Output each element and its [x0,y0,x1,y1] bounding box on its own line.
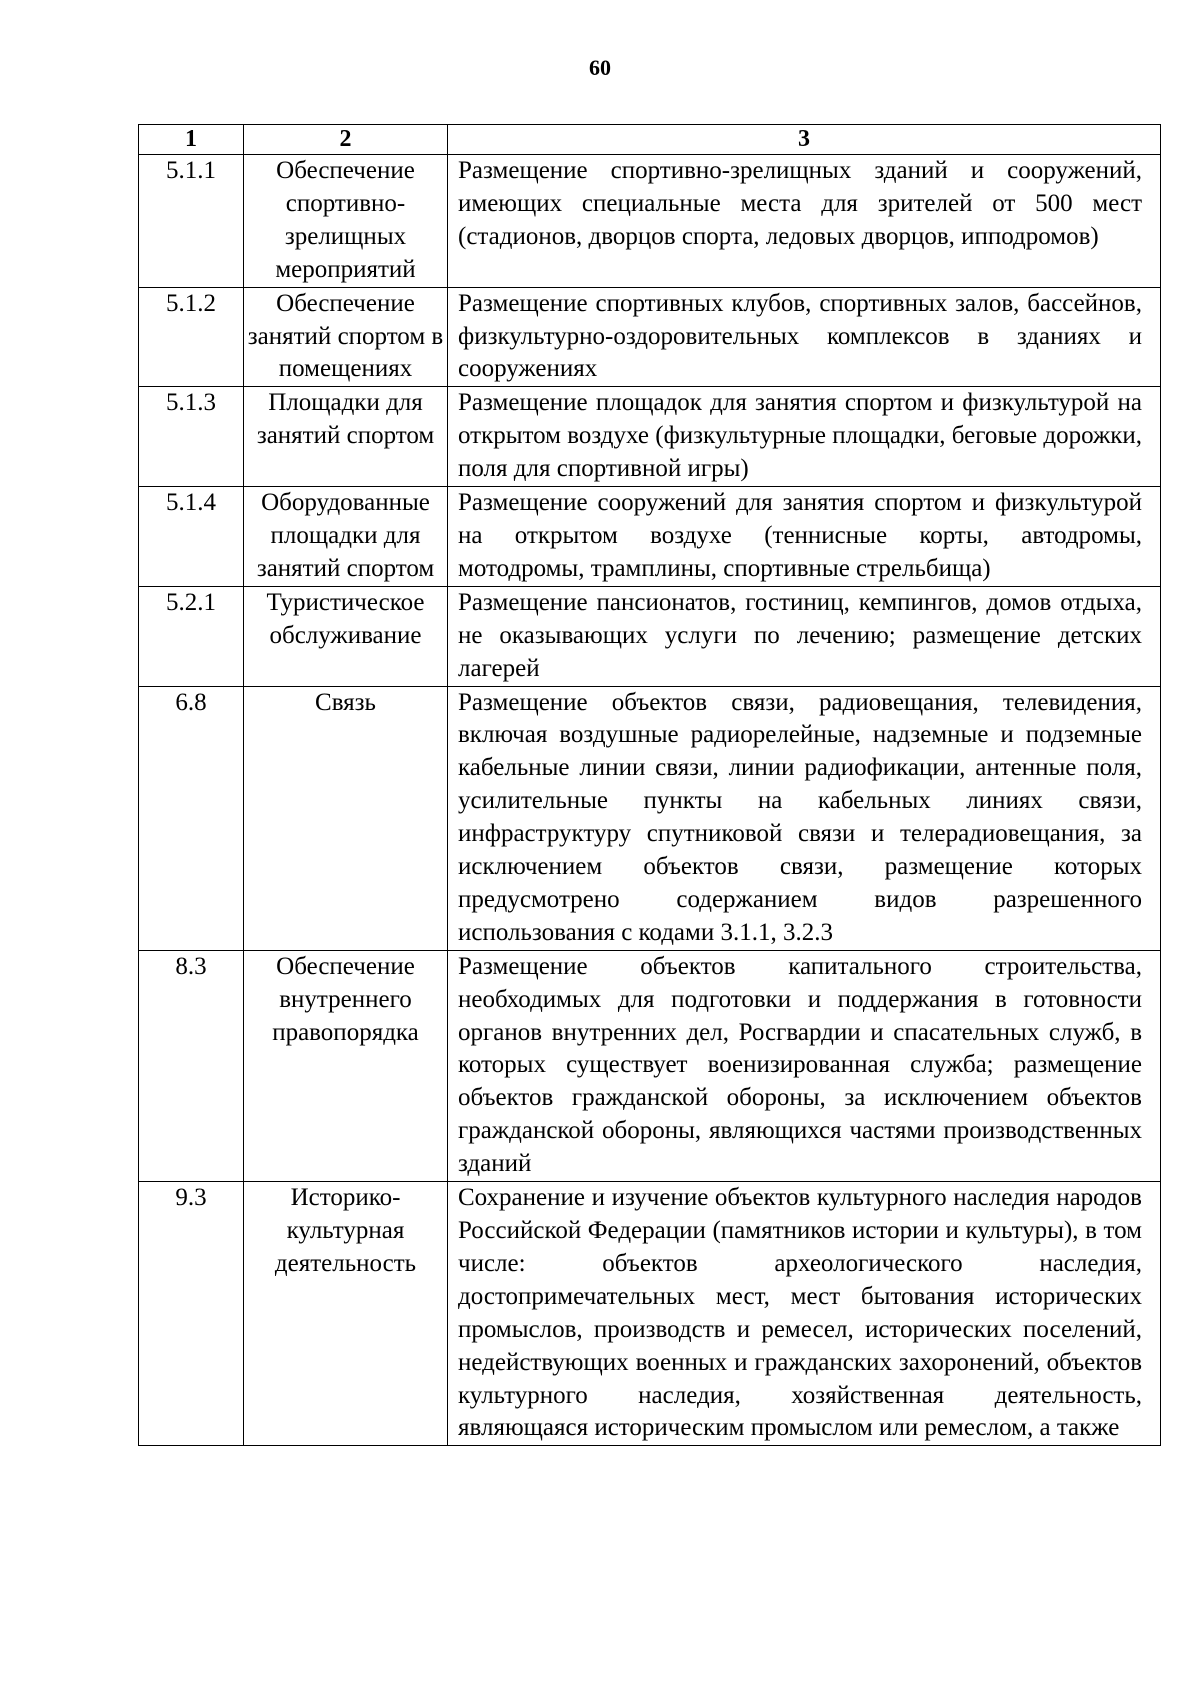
row-description: Размещение пансионатов, гостиниц, кемпингов, домов отдыха, не оказывающих услуги по лечению; размещение детских лагерей [448,586,1161,686]
row-description: Размещение объектов капитального строительства, необходимых для подготовки и поддержания в готовности органов внутренних дел, Росгвардии и спасательных служб, в которых существует военизированная служба; размещение объектов гражданской обороны, за исключением объектов гражданской обороны, являющихся частями производственных зданий [448,950,1161,1181]
row-description: Размещение площадок для занятия спортом и физкультурой на открытом воздухе (физкультурные площадки, беговые дорожки, поля для спортивной игры) [448,387,1161,487]
row-code: 9.3 [139,1182,244,1446]
row-code: 6.8 [139,686,244,950]
table-row [139,686,1161,950]
table-row [139,1182,1161,1446]
row-name: Оборудованные площадки для занятий спортом [244,487,448,587]
column-header-name: 2 [244,125,448,155]
row-code: 5.1.1 [139,155,244,288]
page-number: 60 [589,55,611,80]
row-description: Размещение спортивных клубов, спортивных залов, бассейнов, физкультурно-оздоровительных комплексов в зданиях и сооружениях [448,287,1161,387]
row-description: Размещение сооружений для занятия спортом и физкультурой на открытом воздухе (теннисные корты, автодромы, мотодромы, трамплины, спортивные стрельбища) [448,487,1161,587]
row-code: 5.1.4 [139,487,244,587]
row-description: Размещение объектов связи, радиовещания, телевидения, включая воздушные радиорелейные, надземные и подземные кабельные линии связи, линии радиофикации, антенные поля, усилительные пункты на кабельных линиях связи, инфраструктуру спутниковой связи и телерадиовещания, за исключением объектов связи, размещение которых предусмотрено содержанием видов разрешенного использования с кодами 3.1.1, 3.2.3 [448,686,1161,950]
table-row [139,586,1161,686]
table-row [139,387,1161,487]
row-code: 5.1.3 [139,387,244,487]
table-row [139,487,1161,587]
row-name: Обеспечение спортивно-зрелищных мероприятий [244,155,448,288]
table-row [139,950,1161,1181]
table-row [139,155,1161,288]
row-name: Туристическое обслуживание [244,586,448,686]
row-code: 5.2.1 [139,586,244,686]
row-code: 8.3 [139,950,244,1181]
row-name: Историко-культурная деятельность [244,1182,448,1446]
row-name: Обеспечение занятий спортом в помещениях [244,287,448,387]
column-header-description: 3 [448,125,1161,155]
land-use-table [138,124,1161,1446]
row-name: Обеспечение внутреннего правопорядка [244,950,448,1181]
row-name: Связь [244,686,448,950]
column-header-code: 1 [139,125,244,155]
row-description: Сохранение и изучение объектов культурного наследия народов Российской Федерации (памятников истории и культуры), в том числе: объектов археологического наследия, достопримечательных мест, мест бытования исторических промыслов, производств и ремесел, исторических поселений, недействующих военных и гражданских захоронений, объектов культурного наследия, хозяйственная деятельность, являющаяся историческим промыслом или ремеслом, а также [448,1182,1161,1446]
row-code: 5.1.2 [139,287,244,387]
table-header-row [139,125,1161,155]
table-row [139,287,1161,387]
row-name: Площадки для занятий спортом [244,387,448,487]
row-description: Размещение спортивно-зрелищных зданий и сооружений, имеющих специальные места для зрителей от 500 мест (стадионов, дворцов спорта, ледовых дворцов, ипподромов) [448,155,1161,288]
